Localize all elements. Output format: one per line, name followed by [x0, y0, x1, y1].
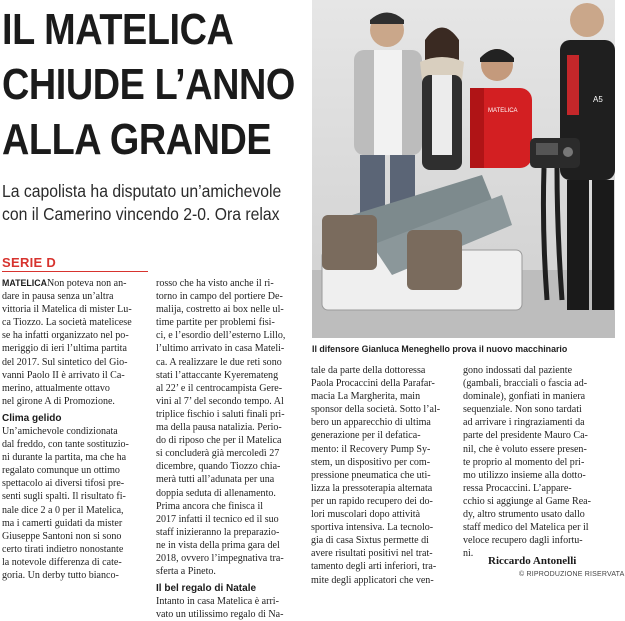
text-line: lori muscolari dopo attività	[311, 508, 421, 521]
text-line: meriggio di ieri l’ultima partita	[2, 342, 127, 355]
text-line: ressa Procaccini. L’appare-	[463, 481, 572, 494]
text-line: Prima ancora che finisca il	[156, 499, 264, 512]
text-line: tale da parte della dottoressa	[311, 364, 426, 376]
text-line: mento: il Recovery Pump Sy-	[311, 442, 431, 455]
text-line: sequenziale. Non sono tardati	[463, 403, 582, 416]
text-line: ni durante la partita, ma che ha	[2, 451, 127, 464]
text-line: tamento degli arti inferiori, tra-	[311, 560, 437, 573]
text-line: merino, attualmente ottavo	[2, 381, 110, 394]
text-line: senti sugli spalti. Il risultato fi-	[2, 490, 126, 503]
text-line: pressione pneumatica che uti-	[311, 468, 431, 481]
text-line: gia di casa Sixtus permette di	[311, 534, 429, 547]
text-line: del 2017. Sul sintetico del Gio-	[2, 355, 128, 368]
text-line: ne in vista della prima gara del	[156, 538, 280, 551]
dateline: MATELICA	[2, 278, 47, 289]
text-line: nale dice 2 a 0 per il Matelica,	[2, 503, 124, 516]
subtitle-clima-gelido: Clima gelido	[2, 412, 62, 424]
text-line: dal freddo, con tante sostituzio-	[2, 438, 129, 451]
text-line: triplice fischio i saluti finali pri-	[156, 407, 285, 420]
article-column-1	[2, 277, 154, 582]
text-line: ci, e l’esordio dell’esterno Lillo,	[156, 329, 286, 342]
article-column-2	[156, 277, 308, 621]
woman-figure	[420, 28, 464, 171]
text-line: gono indossati dal paziente	[463, 364, 573, 376]
text-line: stati l’attaccante Kyeremateng	[156, 368, 279, 381]
copyright-notice: © RIPRODUZIONE RISERVATA	[519, 571, 625, 578]
text-line: bero un apparecchio di ultima	[311, 416, 431, 429]
text-line: Paola Procaccini della Parafar-	[311, 377, 435, 390]
text-line: (gambali, bracciali o fascia ad-	[463, 377, 588, 390]
text-line: nel girone A di Promozione.	[2, 394, 115, 407]
text-line: rosso che ha visto anche il ri-	[156, 277, 274, 289]
photo-illustration	[312, 0, 615, 338]
text-line: te proprio al momento del pri-	[463, 455, 585, 468]
text-line: ma della pausa natalizia. Perio-	[156, 421, 282, 434]
text-line: Un’amichevole condizionata	[2, 424, 118, 437]
text-line: dicembre, quando Tiozzo chia-	[156, 460, 281, 473]
text-line: do di riposo che per il Matelica	[156, 434, 282, 447]
text-line: 2017 infatti il tecnico ed il suo	[156, 512, 279, 525]
subheadline-line-1: La capolista ha disputato un’amichevole	[2, 181, 282, 201]
text-line: per un rapido recupero dei do-	[311, 494, 433, 507]
text-line: Giuseppe Santoni non si sono	[2, 529, 122, 542]
text-line: spettacolo ai diversi tifosi pre-	[2, 477, 125, 490]
text-line: l’ultimo arrivato in casa Mateli-	[156, 342, 285, 355]
text-line: ca. A realizzare le due reti sono	[156, 355, 282, 368]
news-photo	[312, 0, 615, 338]
text-line: vini al 7’ del secondo tempo. Al	[156, 394, 284, 407]
text-line	[2, 277, 154, 290]
text-line: regalato comunque un ottimo	[2, 464, 120, 477]
text-line: dominale), gonfiati in maniera	[463, 390, 586, 403]
line-text: Non poteva non an-	[46, 277, 127, 289]
text-line: vittoria il Matelica di mister Lu-	[2, 303, 132, 316]
text-line: vato un utilissimo regalo di Na-	[156, 608, 284, 621]
text-line: ma i camerti guidati da mister	[2, 516, 123, 529]
article-column-3	[311, 364, 463, 587]
text-line: sferta a Pineto.	[156, 565, 216, 578]
text-line: goria. Un derby tutto bianco-	[2, 568, 119, 581]
sleeve-label-text: A5	[593, 95, 603, 104]
text-line: vanni Paolo II è arrivato il Ca-	[2, 368, 125, 381]
text-line: time partite per problemi fisi-	[156, 316, 275, 329]
text-line: avere risultati positivi nel trat-	[311, 547, 433, 560]
text-line: si concluderà già mercoledì 27	[156, 447, 280, 460]
subheadline-line-2: con il Camerino vincendo 2-0. Ora relax	[2, 204, 280, 224]
text-line: malija, costretto ai box nelle ul-	[156, 303, 284, 316]
text-line: certo tirati indietro nonostante	[2, 542, 124, 555]
text-line: ad arrivare i ringraziamenti da	[463, 416, 585, 429]
text-line: macia La Margherita, main	[311, 390, 421, 403]
article-column-4	[463, 364, 615, 560]
text-line: sportiva intensiva. La tecnolo-	[311, 521, 434, 534]
text-line: se ha infatti organizzato nel po-	[2, 329, 129, 342]
section-label: SERIE D	[2, 255, 57, 270]
text-line: mo utilizzo insieme alla dotto-	[463, 468, 586, 481]
headline-line-1: IL MATELICA	[2, 5, 234, 54]
jersey-brand-text: MATELICA	[488, 108, 518, 114]
text-line: doppia seduta di allenamento.	[156, 486, 276, 499]
text-line: generazione per il defatica-	[311, 429, 421, 442]
section-tag	[2, 254, 148, 272]
text-line: lizza la pressoterapia alternata	[311, 481, 433, 494]
text-line: torno in campo del portiere De-	[156, 290, 283, 303]
subheadline	[2, 180, 307, 226]
headline-line-2: CHIUDE L’ANNO	[2, 60, 295, 109]
subtitle-regalo-natale: Il bel regalo di Natale	[156, 583, 257, 595]
text-line: mite degli applicatori che ven-	[311, 573, 434, 586]
text-line: ca Tiozzo. La società matelicese	[2, 316, 132, 329]
photo-caption: Il difensore Gianluca Meneghello prova il nuovo macchinario	[312, 344, 568, 355]
text-line: stem, un dispositivo per com-	[311, 455, 431, 468]
text-line: merà tutti all’adunata per una	[156, 473, 275, 486]
text-line: al 22’ e il centrocampista Gere-	[156, 381, 283, 394]
text-line: 2018, ovvero l’impegnativa tra-	[156, 551, 284, 564]
text-line: staff inizieranno la preparazio-	[156, 525, 280, 538]
text-line: ni.	[463, 547, 474, 560]
text-line: staff medico del Matelica per il	[463, 521, 589, 534]
headline	[2, 2, 307, 167]
author-signature: Riccardo Antonelli	[488, 555, 577, 567]
headline-line-3: ALLA GRANDE	[2, 115, 272, 164]
text-line: nil, che è voluto essere presen-	[463, 442, 587, 455]
text-line: dy, altro strumento usato dallo	[463, 508, 585, 521]
text-line: parte del presidente Mauro Ca-	[463, 429, 588, 442]
text-line: dare in pausa senza un’altra	[2, 290, 114, 303]
text-line: la notevole differenza di cate-	[2, 555, 122, 568]
text-line: sponsor della società. Sotto l’al-	[311, 403, 441, 416]
text-line: Intanto in casa Matelica è arri-	[156, 595, 279, 608]
text-line: cchio si aggiunge al Game Rea-	[463, 494, 591, 507]
text-line: veloce recupero dagli infortu-	[463, 534, 583, 547]
